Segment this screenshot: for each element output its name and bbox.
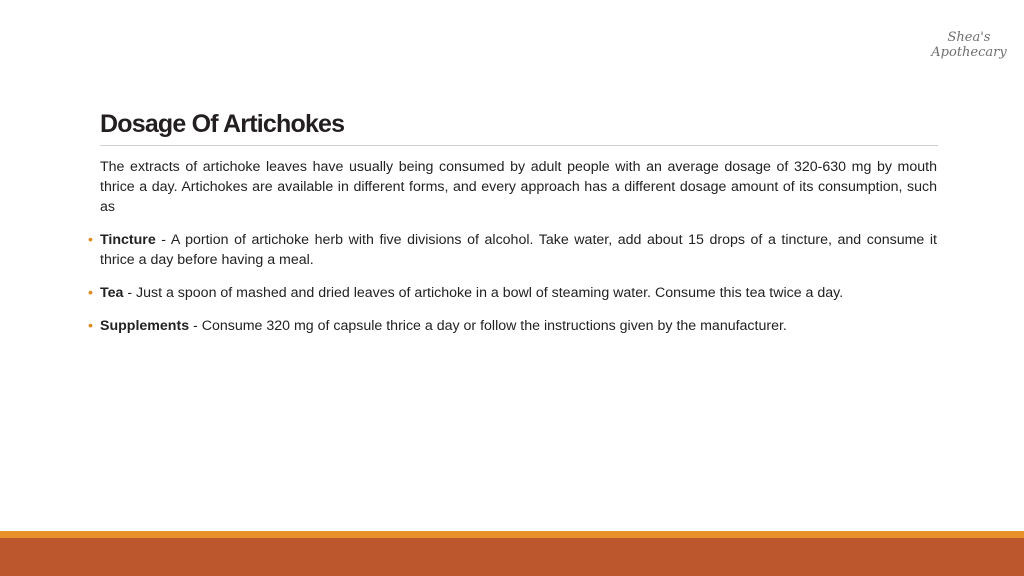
footer-accent-stripe — [0, 531, 1024, 538]
bullet-icon: • — [88, 285, 93, 301]
list-item-tea — [88, 283, 937, 303]
list-item-supplements — [88, 316, 937, 336]
bullet-term: Supplements — [100, 318, 190, 334]
bullet-text: - A portion of artichoke herb with five divisions of alcohol. Take water, add about 15 drops of a tincture, and consume it thrice a day before having a meal. — [100, 232, 937, 268]
bullet-icon: • — [88, 232, 93, 248]
footer-bar — [0, 538, 1024, 576]
bullet-text: - Just a spoon of mashed and dried leaves of artichoke in a bowl of steaming water. Consume this tea twice a day. — [123, 285, 844, 301]
dosage-list — [88, 230, 937, 336]
list-item-tincture — [88, 230, 937, 270]
bullet-icon: • — [88, 318, 93, 334]
bullet-text: - Consume 320 mg of capsule thrice a day or follow the instructions given by the manufacturer. — [189, 318, 787, 334]
page-title: Dosage Of Artichokes — [100, 110, 345, 138]
bullet-term: Tea — [100, 285, 124, 301]
intro-paragraph: The extracts of artichoke leaves have usually being consumed by adult people with an average dosage of 320-630 mg by mouth thrice a day. Artichokes are available in different forms, and every approach has a different dosage amount of its consumption, such as — [100, 159, 937, 215]
logo-line-2: Apothecary — [931, 45, 1007, 60]
brand-logo — [924, 30, 1014, 60]
title-divider — [100, 145, 938, 146]
bullet-term: Tincture — [100, 232, 156, 248]
slide-content — [88, 157, 937, 349]
logo-line-1: Shea's — [947, 30, 991, 45]
